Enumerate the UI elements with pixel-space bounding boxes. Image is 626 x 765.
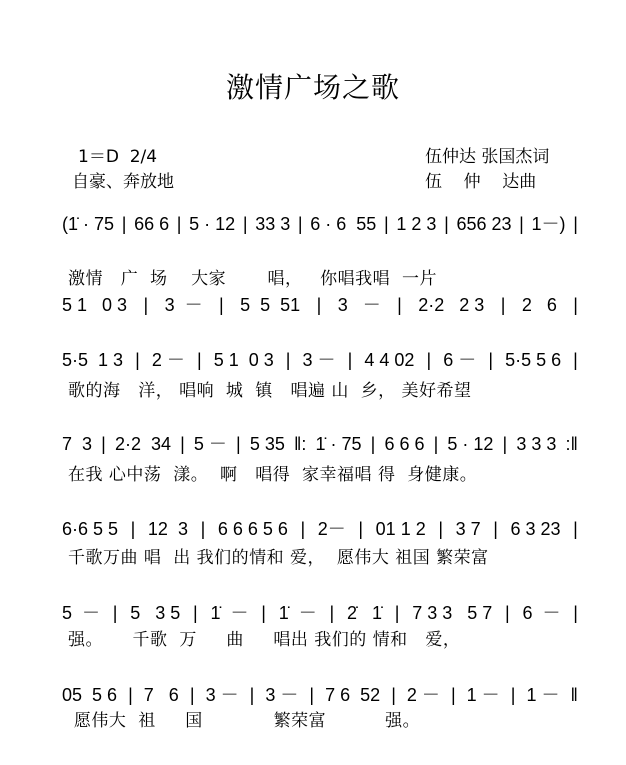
measure: 3 － (337, 295, 381, 315)
bar-line: | (573, 350, 578, 370)
bar-line: | (370, 434, 376, 454)
measure: 1 － (526, 685, 560, 705)
measure: 656 23 (456, 214, 512, 234)
bar-line: | (493, 519, 498, 539)
bar-line: | (300, 519, 306, 539)
measure: 6 6 6 (384, 434, 425, 454)
measure: 5 3 5 (130, 603, 181, 623)
composer-credit: 伍 仲 达曲 (425, 172, 537, 192)
measure: 6 － (522, 603, 561, 623)
bar-line: | (316, 295, 322, 315)
measure: 2 － (406, 685, 440, 705)
bar-line: | (488, 350, 493, 370)
lyrics-line: 强。 千歌 万 曲 唱出 我们的 情和 爱， (68, 630, 461, 650)
bar-line: | (101, 434, 106, 454)
measure: 7 3 (62, 434, 93, 454)
bar-line: | (176, 214, 182, 234)
measure: 2－ (317, 519, 346, 539)
measure: 12 3 (147, 519, 188, 539)
measure: 66 6 (134, 214, 170, 234)
measure: 5·5 1 3 (62, 350, 124, 370)
bar-line: | (505, 603, 510, 623)
bar-line: | (444, 214, 449, 234)
lyrics-line: 千歌万曲 唱 出 我们的情和 爱， 愿伟大 祖国 繁荣富 (68, 548, 489, 568)
measure: 5 · 12 (189, 214, 236, 234)
measure: 7 6 52 (325, 685, 381, 705)
measure: 6 3 23 (510, 519, 561, 539)
lyrics-line: 歌的海 洋， 唱响 城 镇 唱遍 山 乡， 美好希望 (68, 381, 472, 401)
measure: 3 － (205, 685, 239, 705)
notation-line (62, 210, 578, 236)
measure: 01 1 2 (375, 519, 426, 539)
bar-line: | (112, 603, 118, 623)
measure: 6·6 5 5 (62, 519, 119, 539)
measure: 1̇ · 75 (315, 434, 362, 454)
measure: 3 － (265, 685, 299, 705)
bar-line: | (358, 519, 364, 539)
bar-line: | (500, 295, 506, 315)
bar-line: | (573, 519, 578, 539)
measure: 2 － (151, 350, 185, 370)
bar-line: | (347, 350, 353, 370)
measure: 5 · 12 (447, 434, 494, 454)
bar-line: | (502, 434, 508, 454)
measure: 1̇ － (278, 603, 317, 623)
bar-line: | (384, 214, 389, 234)
lyricist-credit: 伍仲达 张国杰词 (425, 147, 550, 167)
song-title: 激情广场之歌 (225, 71, 400, 104)
bar-line: | (135, 350, 140, 370)
measure: 2 6 (521, 295, 557, 315)
measure: 1 － (466, 685, 500, 705)
notation-line (62, 599, 578, 625)
measure: 3 － (164, 295, 203, 315)
bar-line: | (193, 603, 198, 623)
bar-line: | (242, 214, 248, 234)
bar-line: | (143, 295, 149, 315)
bar-line: | (128, 685, 133, 705)
measure: 5 － (62, 603, 101, 623)
bar-line: | (394, 603, 400, 623)
notation-line (62, 346, 578, 372)
bar-line: | (433, 434, 439, 454)
bar-line: | (397, 295, 402, 315)
measure: 7 6 (143, 685, 179, 705)
bar-line: | (573, 214, 578, 234)
measure: 6 · 6 55 (310, 214, 377, 234)
key-time-signature: 1＝D 2/4 (78, 147, 158, 167)
measure: 05 5 6 (62, 685, 118, 705)
measure: 3 3 3 (516, 434, 557, 454)
measure: 4 4 02 (364, 350, 415, 370)
measure: 5 － (193, 434, 227, 454)
bar-line: | (130, 519, 136, 539)
measure: 2̇ 1̇ (346, 603, 382, 623)
bar-line: | (196, 350, 202, 370)
measure: 5 1 0 3 (213, 350, 274, 370)
measure: 33 3 (255, 214, 291, 234)
bar-line: | (285, 350, 291, 370)
notation-line (62, 430, 578, 456)
bar-line: | (189, 685, 195, 705)
bar-line: | (219, 295, 224, 315)
lyrics-line: 愿伟大 祖 国 繁荣富 强。 (68, 711, 421, 731)
measure: (1̇ · 75 (62, 214, 115, 234)
measure: 2·2 34 (114, 434, 171, 454)
measure: 3 － (302, 350, 336, 370)
measure: 6 － (443, 350, 477, 370)
notation-line (62, 515, 578, 541)
measure: 5 35 (249, 434, 285, 454)
notation-line (62, 291, 578, 317)
bar-line: :‖ (565, 434, 578, 454)
bar-line: | (309, 685, 315, 705)
lyrics-line: 激情 广 场 大家 唱， 你唱我唱 一片 (68, 269, 437, 289)
bar-line: | (121, 214, 127, 234)
measure: 7 3 3 5 7 (412, 603, 493, 623)
bar-line: | (438, 519, 443, 539)
measure: 5·5 5 6 (505, 350, 562, 370)
measure: 2·2 2 3 (418, 295, 485, 315)
measure: 5 5 51 (240, 295, 301, 315)
lyrics-line: 在我 心中荡 漾。 啊 唱得 家幸福唱 得 身健康。 (68, 465, 478, 485)
bar-line: | (426, 350, 432, 370)
bar-line: | (297, 214, 303, 234)
expression-marking: 自豪、奔放地 (72, 172, 174, 192)
bar-line: | (329, 603, 335, 623)
bar-line: | (236, 434, 241, 454)
notation-line (62, 681, 578, 707)
measure: 6 6 6 5 6 (217, 519, 288, 539)
bar-line: | (391, 685, 396, 705)
bar-line: | (573, 603, 578, 623)
measure: 1－) (531, 214, 566, 234)
measure: 5 1 0 3 (62, 295, 128, 315)
bar-line: | (450, 685, 456, 705)
bar-line: | (261, 603, 266, 623)
bar-line: | (249, 685, 255, 705)
bar-line: ‖ (570, 685, 578, 705)
bar-line: | (510, 685, 516, 705)
measure: 3 7 (455, 519, 481, 539)
bar-line: | (180, 434, 185, 454)
measure: 1 2 3 (396, 214, 437, 234)
bar-line: | (573, 295, 578, 315)
bar-line: | (200, 519, 206, 539)
bar-line: | (519, 214, 524, 234)
measure: 1̇ － (210, 603, 249, 623)
bar-line: ‖: (293, 434, 307, 454)
